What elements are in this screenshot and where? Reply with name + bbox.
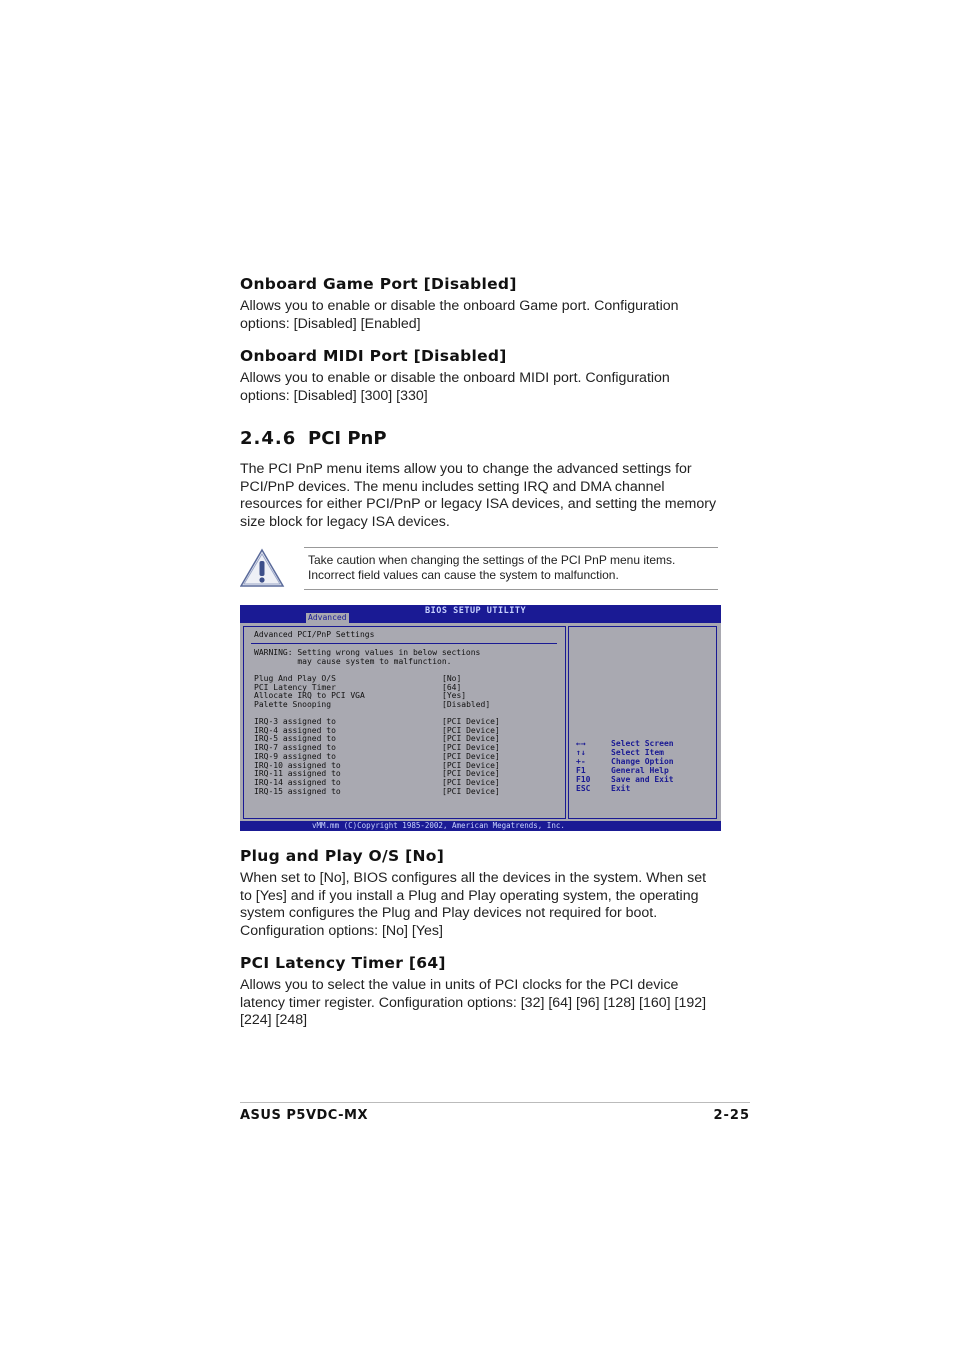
bios-warning: WARNING: Setting wrong values in below sections may cause system to malfunction.: [254, 648, 481, 666]
plug-and-play-heading: Plug and Play O/S [No]: [240, 847, 445, 865]
footer-rule: [240, 1102, 750, 1103]
caution-rule-top: [304, 547, 718, 548]
bios-panel-separator: [251, 643, 557, 644]
caution-rule-bottom: [304, 589, 718, 590]
plug-and-play-body: When set to [No], BIOS configures all the devices in the system. When set to [Yes] and if you install a Plug and Play operating system, the operating system configures the Plug and Play devices not required for boot. Configuration options: [No] [Yes]: [240, 870, 707, 939]
section-title: PCI PnP: [308, 428, 387, 449]
caution-note: [240, 547, 718, 590]
bios-copyright: vMM.mm (C)Copyright 1985-2002, American Megatrends, Inc.: [312, 821, 565, 830]
bios-irq-values: [PCI Device] [PCI Device] [PCI Device] [PCI Device] [PCI Device] [PCI Device] [PCI Device] [PCI Device] [PCI Device]: [442, 717, 500, 796]
midi-port-heading: Onboard MIDI Port [Disabled]: [240, 347, 507, 365]
bios-key-names: ←→ ↑↓ +- F1 F10 ESC: [576, 739, 591, 793]
game-port-heading: Onboard Game Port [Disabled]: [240, 275, 517, 293]
footer-product: ASUS P5VDC-MX: [240, 1108, 368, 1123]
game-port-body: Allows you to enable or disable the onboard Game port. Configuration options: [Disabled] [Enabled]: [240, 298, 679, 332]
bios-screenshot: [240, 605, 721, 831]
pci-pnp-intro: The PCI PnP menu items allow you to change the advanced settings for PCI/PnP devices. The menu includes setting IRQ and DMA channel resources for either PCI/PnP or legacy ISA devices, and setting the memory size block for legacy ISA devices.: [240, 461, 717, 530]
section-number: 2.4.6: [240, 428, 297, 449]
warning-triangle-icon: [240, 547, 286, 589]
pci-latency-heading: PCI Latency Timer [64]: [240, 954, 446, 972]
section-heading: [240, 428, 387, 449]
caution-text: Take caution when changing the settings of the PCI PnP menu items. Incorrect field values can cause the system to malfunction.: [308, 553, 676, 582]
bios-title: BIOS SETUP UTILITY: [425, 606, 527, 616]
midi-port-body: Allows you to enable or disable the onboard MIDI port. Configuration options: [Disabled] [300] [330]: [240, 370, 670, 404]
footer-page-number: 2-25: [713, 1108, 750, 1123]
bios-panel-title: Advanced PCI/PnP Settings: [254, 630, 375, 639]
bios-tab-advanced: Advanced: [308, 613, 347, 622]
bios-setting-values: [No] [64] [Yes] [Disabled]: [442, 674, 491, 710]
pci-latency-body: Allows you to select the value in units of PCI clocks for the PCI device latency timer register. Configuration options: [32] [64] [96] [128] [160] [192] [224] [248]: [240, 977, 707, 1028]
bios-irq-labels: IRQ-3 assigned to IRQ-4 assigned to IRQ-5 assigned to IRQ-7 assigned to IRQ-9 assigned to IRQ-10 assigned to IRQ-11 assigned to IRQ-14 assigned to IRQ-15 assigned to: [254, 717, 341, 796]
bios-setting-labels: Plug And Play O/S PCI Latency Timer Allocate IRQ to PCI VGA Palette Snooping: [254, 674, 365, 710]
bios-key-actions: Select Screen Select Item Change Option General Help Save and Exit Exit: [611, 739, 674, 793]
